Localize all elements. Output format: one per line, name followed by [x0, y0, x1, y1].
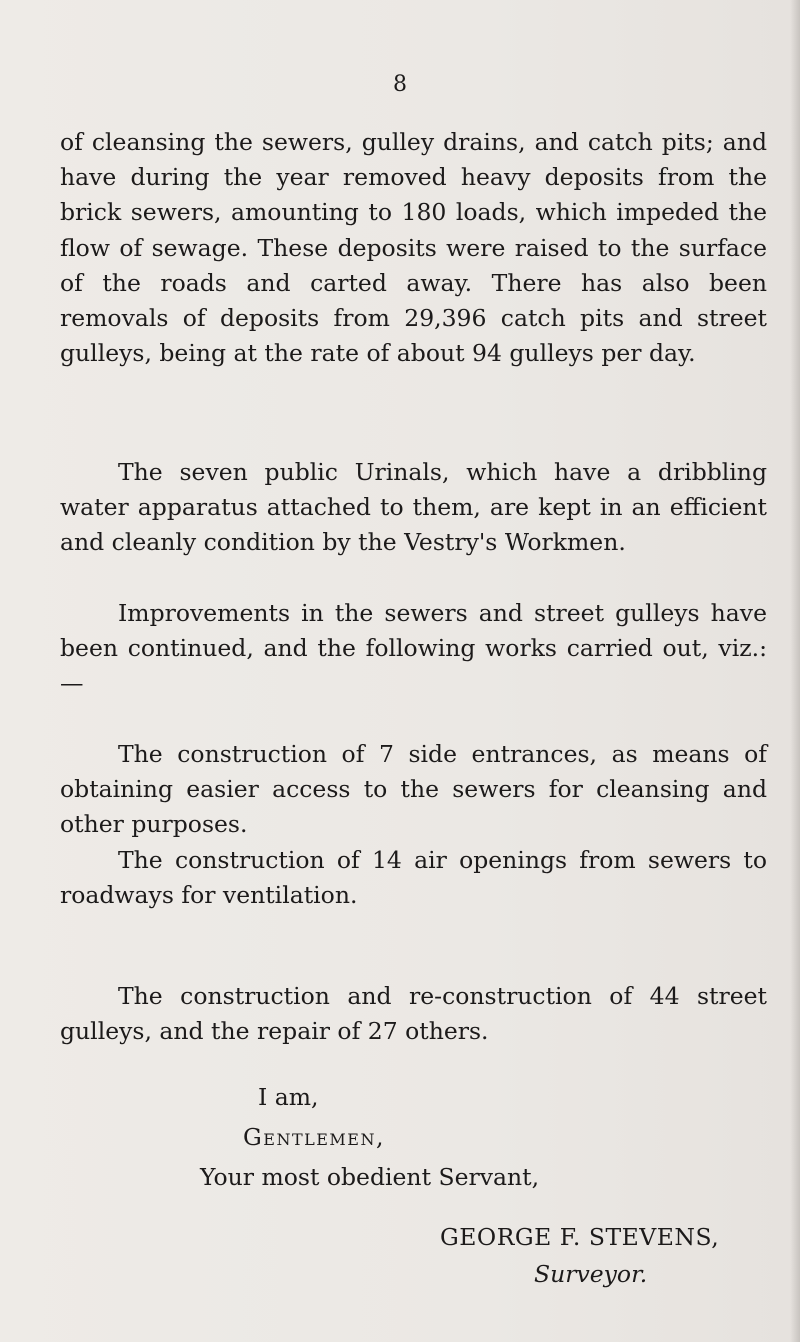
signature-name: GEORGE F. STEVENS,	[440, 1223, 720, 1251]
paragraph-street-gulleys: The construction and re-construction of 44 street gulleys, and the repair of 27 others.	[60, 982, 767, 1046]
paragraph-improvements: Improvements in the sewers and street gulleys have been continued, and the following works carried out, viz.:—	[60, 599, 767, 698]
paragraph-side-entrances: The construction of 7 side entrances, as means of obtaining easier access to the sewers for cleansing and other purposes.	[60, 740, 767, 839]
closing-valediction: Your most obedient Servant,	[200, 1163, 540, 1191]
paragraph-urinals: The seven public Urinals, which have a dribbling water apparatus attached to them, are kept in an efficient and cleanly condition by the Vestry's Workmen.	[60, 458, 767, 557]
signature-title: Surveyor.	[534, 1260, 648, 1288]
paragraph-sewer-cleansing: of cleansing the sewers, gulley drains, and catch pits; and have during the year removed heavy deposits from the brick sewers, amounting to 180 loads, which impeded the flow of sewage. These deposits were raised to the surface of the roads and carted away. There has also been removals of deposits from 29,396 catch pits and street gulleys, being at the rate of about 94 gulleys per day.	[60, 128, 767, 368]
closing-i-am: I am,	[258, 1083, 319, 1111]
page-edge-shadow	[790, 0, 800, 1342]
paragraph-air-openings: The construction of 14 air openings from sewers to roadways for ventilation.	[60, 846, 767, 910]
closing-salutation: Gentlemen,	[243, 1123, 385, 1151]
page-number: 8	[393, 72, 407, 97]
